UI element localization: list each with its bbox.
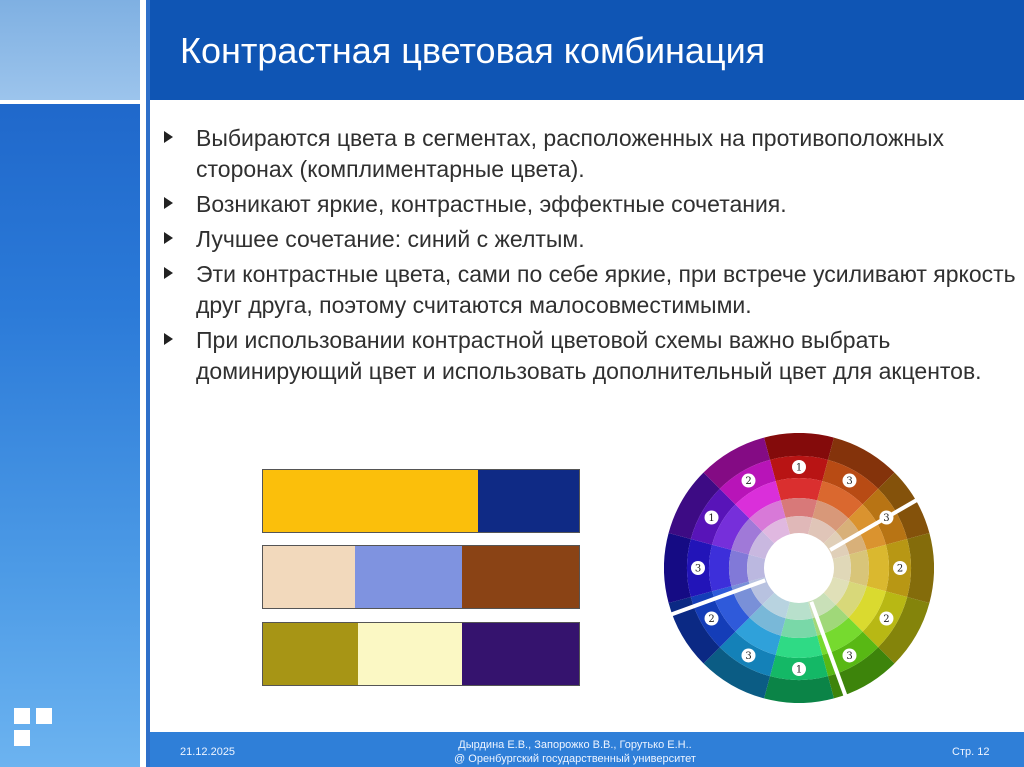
wheel-marker-label: 1 xyxy=(795,664,803,676)
wheel-segment xyxy=(764,676,834,703)
wheel-segment xyxy=(833,555,851,582)
header-underline xyxy=(150,100,1024,104)
bullet-text: Возникают яркие, контрастные, эффектные сочетания. xyxy=(196,191,787,217)
swatch-cream xyxy=(358,623,462,685)
swatch-periwinkle xyxy=(355,546,462,608)
swatch-row-blue-yellow xyxy=(262,469,580,533)
wheel-marker-label: 2 xyxy=(896,563,904,575)
bullet-text: При использовании контрастной цветовой схемы важно выбрать доминирующий цвет и использовать дополнительный цвет для акцентов. xyxy=(196,327,982,384)
footer-authors-line1: Дырдина Е.В., Запорожко В.В., Горутько Е.Н.. xyxy=(458,739,692,751)
swatch-brown xyxy=(462,546,579,608)
logo-square xyxy=(14,708,30,724)
left-sidebar-panel xyxy=(0,0,140,767)
wheel-segment xyxy=(664,533,691,603)
wheel-marker-label: 3 xyxy=(846,650,853,662)
wheel-marker-label: 2 xyxy=(745,476,752,488)
wheel-marker-label: 1 xyxy=(708,513,715,524)
bullet-list xyxy=(160,123,1020,391)
footer-date: 21.12.2025 xyxy=(180,746,236,758)
wheel-marker-label: 3 xyxy=(745,650,752,662)
bullet-item xyxy=(160,325,1020,387)
footer-authors xyxy=(420,738,730,766)
bullet-arrow-icon xyxy=(164,197,173,209)
bullet-arrow-icon xyxy=(164,131,173,143)
wheel-segment xyxy=(781,498,817,518)
swatch-purple xyxy=(462,623,579,685)
footer-authors-line2: @ Оренбургский государственный университет xyxy=(454,753,696,765)
bullet-item xyxy=(160,259,1020,321)
wheel-marker-label: 2 xyxy=(883,614,890,625)
wheel-marker-label: 3 xyxy=(694,563,702,575)
bullet-text: Выбираются цвета в сегментах, расположенных на противоположных сторонах (комплиментарные цвета). xyxy=(196,125,945,182)
wheel-segment xyxy=(849,550,869,586)
bullet-arrow-icon xyxy=(164,232,173,244)
wheel-segment xyxy=(776,636,823,658)
left-top-block xyxy=(0,0,140,100)
color-wheel xyxy=(664,433,934,703)
wheel-segment xyxy=(709,545,731,592)
bullet-item xyxy=(160,123,1020,185)
bullet-text: Лучшее сочетание: синий с желтым. xyxy=(196,226,585,252)
wheel-segment xyxy=(907,533,934,603)
wheel-segment xyxy=(781,618,817,638)
slide-title: Контрастная цветовая комбинация xyxy=(180,30,766,71)
wheel-segment xyxy=(776,478,823,500)
wheel-marker-label: 3 xyxy=(846,476,853,488)
swatch-olive xyxy=(263,623,358,685)
wheel-segment xyxy=(786,602,813,620)
bullet-arrow-icon xyxy=(164,333,173,345)
vertical-divider-blue xyxy=(146,0,150,767)
logo-square xyxy=(14,730,30,746)
wheel-segment xyxy=(729,550,749,586)
wheel-segment xyxy=(786,516,813,534)
swatch-navy xyxy=(478,470,579,532)
logo-squares-icon xyxy=(14,708,64,752)
bullet-arrow-icon xyxy=(164,267,173,279)
swatch-row-peach-blue-brown xyxy=(262,545,580,609)
bullet-text: Эти контрастные цвета, сами по себе яркие, при встрече усиливают яркость друг друга, поэтому считаются малосовместимыми. xyxy=(196,261,1016,318)
wheel-marker-label: 3 xyxy=(883,513,890,524)
bullet-item xyxy=(160,224,1020,255)
wheel-marker-label: 1 xyxy=(795,462,803,474)
swatch-peach xyxy=(263,546,355,608)
footer-page-number: Стр. 12 xyxy=(952,746,990,758)
wheel-marker-label: 2 xyxy=(708,614,715,625)
left-divider xyxy=(0,100,140,104)
bullet-item xyxy=(160,189,1020,220)
logo-square xyxy=(36,708,52,724)
swatch-row-olive-cream-purple xyxy=(262,622,580,686)
wheel-segment xyxy=(764,433,834,460)
wheel-segment xyxy=(747,555,765,582)
wheel-segment xyxy=(867,545,889,592)
swatch-yellow xyxy=(263,470,478,532)
wheel-center xyxy=(765,534,833,602)
